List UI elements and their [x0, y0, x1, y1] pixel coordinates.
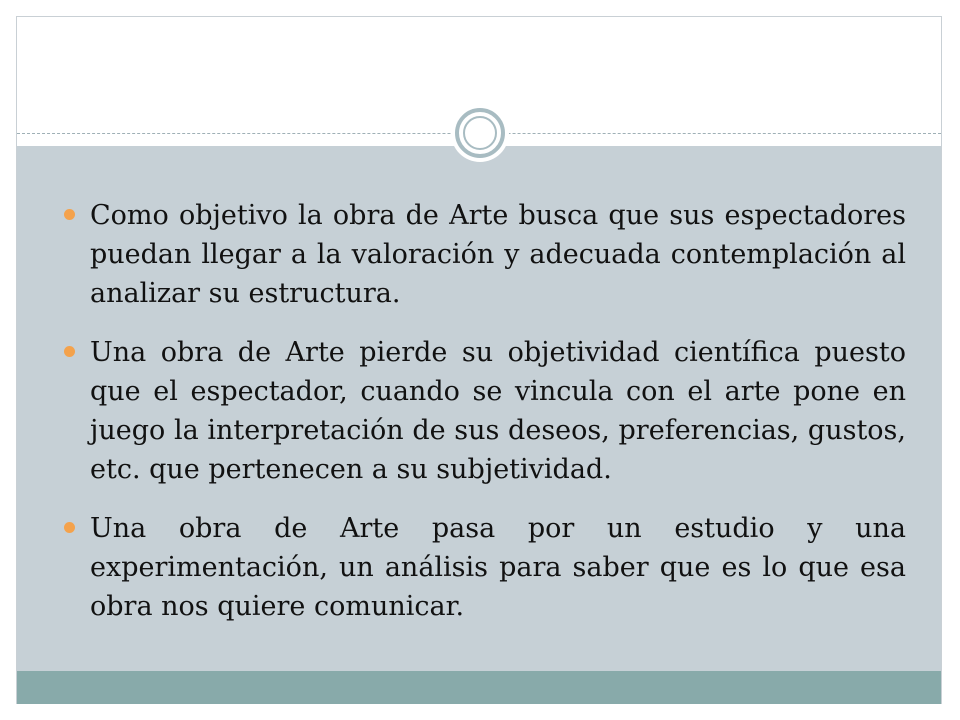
bullet-dot-icon: [64, 346, 75, 357]
bullet-text: Una obra de Arte pierde su objetividad científica puesto que el espectador, cuando se vincula con el arte pone en juego la interpretación de sus deseos, preferencias, gustos, etc. que pertenecen a su subjetividad.: [90, 337, 906, 485]
bullet-item: [64, 509, 906, 626]
bullet-item: [64, 196, 906, 313]
bullet-dot-icon: [64, 209, 75, 220]
bullet-text: Como objetivo la obra de Arte busca que sus espectadores puedan llegar a la valoración y adecuada contemplación al analizar su estructura.: [90, 200, 906, 309]
bullet-text: Una obra de Arte pasa por un estudio y una experimentación, un análisis para saber que es lo que esa obra nos quiere comunicar.: [90, 513, 906, 622]
ornament-inner-ring-icon: [463, 116, 497, 150]
bullet-dot-icon: [64, 522, 75, 533]
bullet-item: [64, 333, 906, 489]
footer-bar: [17, 671, 941, 704]
bullet-list: [64, 196, 906, 646]
